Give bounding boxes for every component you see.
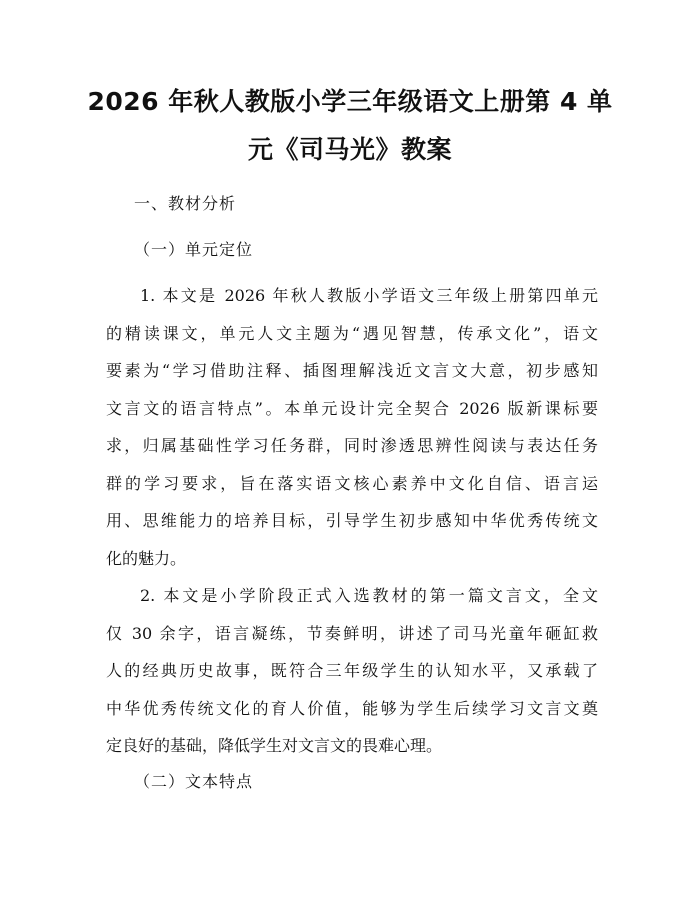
document-title-line-2: 元《司马光》教案	[247, 135, 452, 164]
paragraph-2-line: 2. 本文是小学阶段正式入选教材的第一篇文言文，全文	[140, 586, 598, 605]
paragraph-1-line: 1. 本文是 2026 年秋人教版小学语文三年级上册第四单元	[140, 286, 598, 305]
paragraph-2-line: 人的经典历史故事，既符合三年级学生的认知水平，又承载了	[106, 661, 598, 680]
paragraph-1-line: 要素为“学习借助注释、插图理解浅近文言文大意，初步感知	[106, 361, 598, 380]
subsection-heading-unit-positioning: （一）单元定位	[134, 240, 254, 259]
paragraph-2-line: 中华优秀传统文化的育人价值，能够为学生后续学习文言文奠	[106, 698, 598, 718]
paragraph-2	[106, 585, 598, 773]
section-heading-textbook-analysis: 一、教材分析	[134, 194, 237, 213]
paragraph-2-line: 仅 30 余字，语言凝练，节奏鲜明，讲述了司马光童年砸缸救	[106, 623, 598, 643]
paragraph-1-line: 的精读课文，单元人文主题为“遇见智慧，传承文化”，语文	[106, 323, 598, 343]
subsection-heading-text-features: （二）文本特点	[134, 772, 254, 791]
paragraph-1-line: 求，归属基础性学习任务群，同时渗透思辨性阅读与表达任务	[106, 436, 598, 455]
paragraph-1-line: 文言文的语言特点”。本单元设计完全契合 2026 版新课标要	[106, 398, 598, 418]
paragraph-1-line: 群的学习要求，旨在落实语文核心素养中文化自信、语言运	[106, 473, 598, 493]
document-title-line-1: 2026 年秋人教版小学三年级语文上册第 4 单	[87, 87, 613, 116]
paragraph-1	[106, 285, 598, 585]
paragraph-1-line: 用、思维能力的培养目标，引导学生初步感知中华优秀传统文	[106, 511, 598, 530]
paragraph-2-line: 定良好的基础，降低学生对文言文的畏难心理。	[106, 736, 443, 755]
paragraph-1-line: 化的魅力。	[106, 548, 187, 568]
